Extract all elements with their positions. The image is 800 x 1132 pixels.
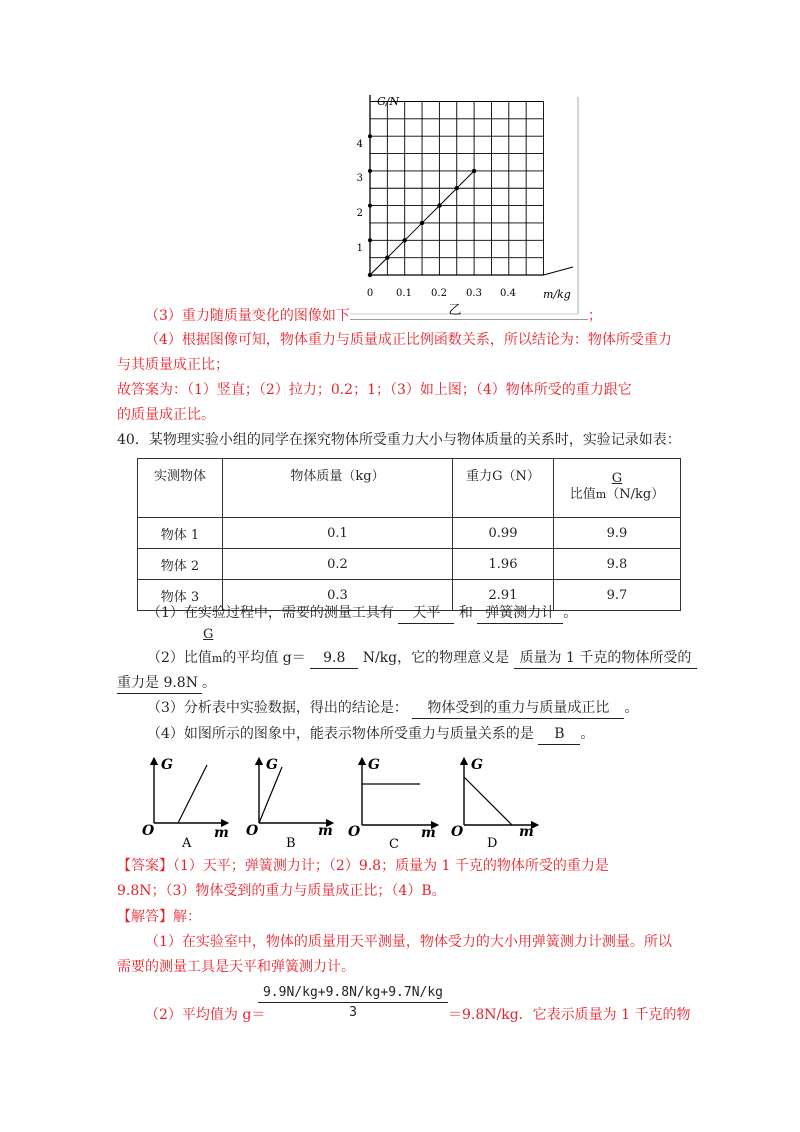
sub2-blank2a: 质量为 1 千克的物体所受的: [514, 648, 698, 669]
prev-item3-blank: [350, 319, 588, 320]
solution1-line1: （1）在实验室中，物体的质量用天平测量，物体受力的大小用弹簧测力计测量。所以: [145, 934, 672, 950]
y-tick-dot: [368, 134, 372, 138]
graph-D-y: G: [471, 757, 483, 773]
graph-B-x: m: [318, 823, 333, 839]
graph-B: [246, 757, 333, 851]
cell-ratio: 9.7: [554, 580, 681, 611]
sub2-blank1: 9.8: [310, 648, 358, 669]
graph-D-x: m: [519, 824, 534, 840]
fraction-numerator: 9.9N/kg+9.8N/kg+9.7N/kg: [258, 985, 448, 1003]
sub4-prefix: （4）如图所示的图象中，能表示物体所受重力与质量关系的是: [147, 726, 534, 742]
prev-item4-line2: 与其质量成正比；: [117, 357, 229, 373]
y-tick-dot: [368, 238, 372, 242]
solution2-fraction: [258, 985, 448, 1020]
graph-A-label: A: [182, 836, 192, 851]
table-row: [138, 549, 681, 580]
graph-C-label: C: [389, 837, 399, 851]
y-tick-3: 3: [356, 173, 363, 184]
sub2-prefix: （2）比值: [147, 650, 212, 666]
table-row: [138, 518, 681, 549]
data-point: [385, 255, 389, 259]
cell-gravity: 1.96: [453, 549, 554, 580]
cell-mass: 0.1: [223, 518, 453, 549]
cell-gravity: 0.99: [453, 518, 554, 549]
x-tick-0.1: 0.1: [396, 288, 412, 299]
graph-svg: [345, 92, 585, 320]
cell-mass: 0.3: [223, 580, 453, 611]
graph-B-label: B: [286, 836, 296, 851]
prev-item3-text: （3）重力随质量变化的图像如下: [145, 308, 350, 324]
sub1-mid: 和: [458, 605, 473, 621]
sub1-prefix: （1）在实验过程中，需要的测量工具有: [147, 605, 394, 621]
sub3-blank: 物体受到的重力与质量成正比: [412, 698, 624, 719]
y-tick-dot: [368, 204, 372, 208]
choice-graphs-svg: [140, 755, 540, 851]
sub1-blank1: 天平: [398, 603, 454, 624]
fraction-denominator: 3: [349, 1005, 357, 1020]
prev-item3: [145, 306, 602, 326]
y-tick-1: 1: [356, 243, 363, 254]
cell-gravity: 2.91: [453, 580, 554, 611]
header-object: 实测物体: [138, 459, 223, 518]
graph-grid: [368, 95, 573, 275]
graph-caption: 乙: [448, 303, 462, 318]
sub1-blank2: 弹簧测力计: [477, 603, 563, 624]
sub2-frac-num: G: [203, 627, 214, 642]
sub2-frac-top: [203, 628, 213, 642]
cell-object: 物体 1: [138, 518, 223, 549]
sub3-prefix: （3）分析表中实验数据，得出的结论是：: [147, 700, 408, 716]
graph-C-origin: O: [348, 824, 361, 840]
cell-object: 物体 3: [138, 580, 223, 611]
x-axis-label: m/kg: [543, 288, 571, 301]
solution2-suffix: ＝9.8N/kg．它表示质量为 1 千克的物: [448, 1007, 691, 1023]
x-tick-0.4: 0.4: [500, 288, 516, 299]
gravity-mass-graph: [345, 92, 585, 324]
q40-sub4: [147, 724, 594, 745]
table-header-row: [138, 459, 681, 518]
data-point: [420, 221, 424, 225]
data-point: [437, 203, 441, 207]
answer-line2: 9.8N；（3）物体受到的重力与质量成正比；（4）B。: [117, 883, 446, 899]
data-point: [472, 169, 476, 173]
cell-ratio: 9.9: [554, 518, 681, 549]
cell-object: 物体 2: [138, 549, 223, 580]
header-mass: 物体质量（kg）: [223, 459, 453, 518]
prev-summary-line2: 的质量成正比。: [117, 407, 215, 423]
header-gravity: 重力G（N）: [453, 459, 554, 518]
question-40-stem: 40．某物理实验小组的同学在探究物体所受重力大小与物体质量的关系时，实验记录如表：: [117, 432, 681, 448]
q40-sub2-line1: [147, 648, 697, 669]
graph-A-origin: O: [142, 823, 155, 839]
x-tick-0.3: 0.3: [466, 288, 482, 299]
sub2-blank2b: 重力是 9.8N: [117, 673, 202, 694]
sub3-end: 。: [624, 700, 639, 716]
prev-summary-line1: 故答案为：（1）竖直；（2）拉力；0.2；1；（3）如上图；（4）物体所受的重力跟它: [117, 382, 632, 398]
graph-C-y: G: [368, 757, 380, 773]
graph-C-x: m: [421, 825, 436, 841]
x-tick-0: 0: [366, 288, 374, 299]
graph-B-y: G: [266, 757, 278, 773]
sub4-blank: B: [538, 724, 580, 745]
q40-sub1: [147, 603, 577, 624]
y-axis-label: G/N: [377, 95, 400, 108]
y-tick-2: 2: [356, 208, 363, 219]
graph-A-y: G: [161, 757, 173, 773]
header-ratio: [554, 459, 681, 518]
graph-D-origin: O: [451, 824, 464, 840]
graph-B-origin: O: [246, 823, 259, 839]
sub2-end: 。: [201, 675, 216, 691]
x-axis-extension: [544, 267, 574, 275]
prev-item4-line1: （4）根据图像可知，物体重力与质量成正比例函数关系，所以结论为：物体所受重力: [145, 332, 672, 348]
solution1-line2: 需要的测量工具是天平和弹簧测力计。: [117, 959, 355, 975]
sub1-end: 。: [563, 605, 578, 621]
graph-A-x: m: [214, 825, 229, 841]
prev-item3-end: ；: [587, 308, 602, 324]
experiment-table: [137, 458, 681, 611]
ratio-unit: （N/kg）: [606, 487, 665, 502]
q40-sub2-line2: [117, 673, 216, 694]
sub4-end: 。: [580, 726, 595, 742]
graph-D-label: D: [487, 836, 498, 851]
choice-graphs: [140, 755, 540, 855]
answer-line1: 【答案】（1）天平；弹簧测力计；（2）9.8；质量为 1 千克的物体所受的重力是: [117, 858, 609, 874]
y-tick-4: 4: [356, 139, 363, 150]
ratio-frac-num: G: [611, 471, 623, 486]
graph-D: [451, 757, 535, 851]
graph-C: [348, 757, 436, 851]
solution-heading: 【解答】解：: [117, 909, 201, 925]
ratio-frac-den: m: [595, 488, 607, 501]
cell-mass: 0.2: [223, 549, 453, 580]
sub2-mid1: 的平均值 g＝: [222, 650, 306, 666]
cell-ratio: 9.8: [554, 549, 681, 580]
ratio-label: 比值: [569, 487, 596, 502]
graph-A: [142, 757, 229, 851]
data-point: [403, 238, 407, 242]
solution2-prefix: （2）平均值为 g＝: [145, 1007, 266, 1023]
sub2-mid2: N/kg，它的物理意义是: [362, 650, 510, 666]
data-point: [368, 273, 372, 277]
x-tick-0.2: 0.2: [431, 288, 447, 299]
sub2-frac-den: m: [211, 652, 223, 665]
q40-sub3: [147, 698, 638, 719]
data-point: [455, 186, 459, 190]
y-tick-dot: [368, 169, 372, 173]
